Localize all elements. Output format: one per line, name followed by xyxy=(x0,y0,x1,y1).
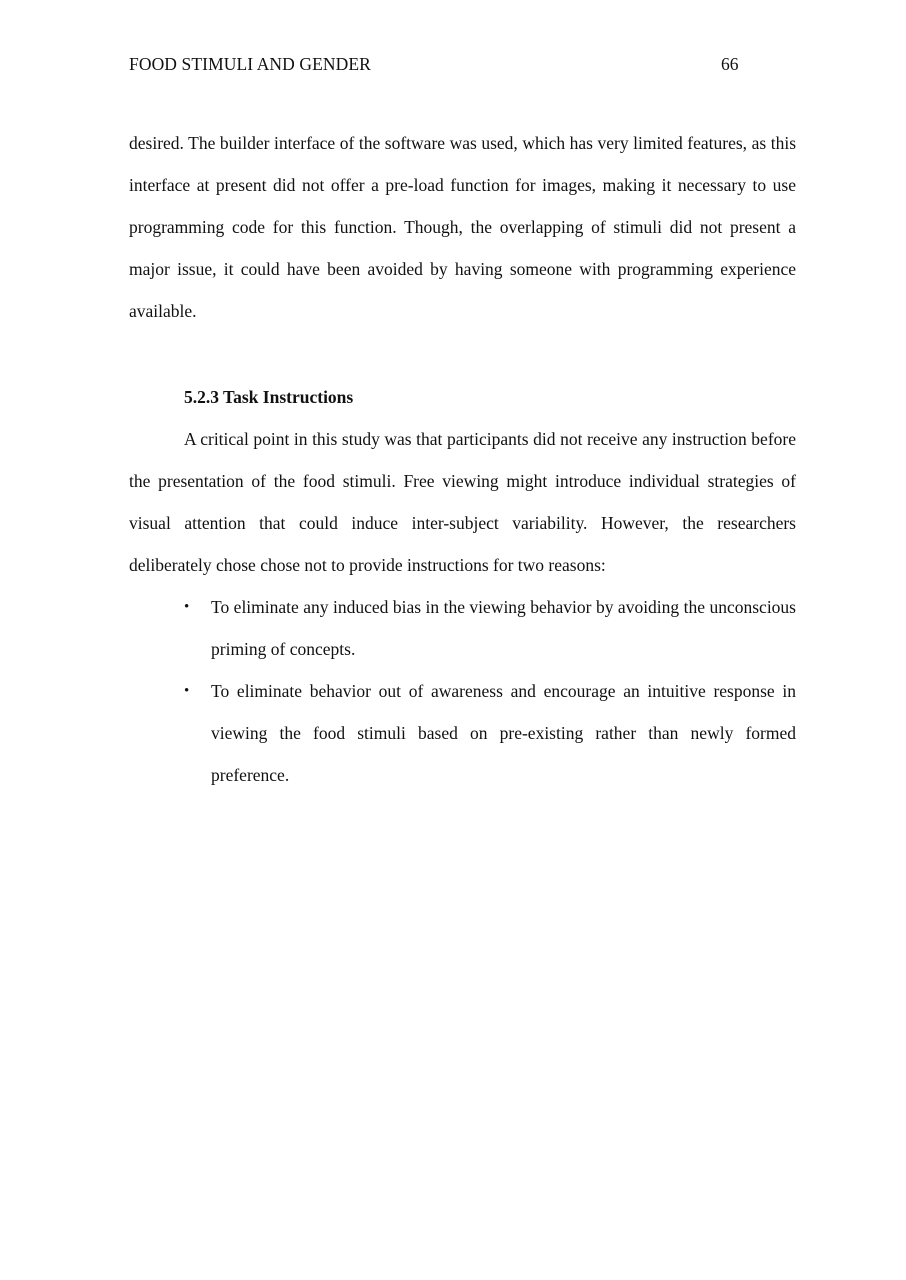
list-item-text: To eliminate behavior out of awareness and encourage an intuitive response in viewing the food stimuli based on pre-existing rather than newly formed preference. xyxy=(211,681,796,785)
page-body xyxy=(129,122,796,796)
list-item-text: To eliminate any induced bias in the viewing behavior by avoiding the unconscious priming of concepts. xyxy=(211,597,796,659)
section-heading: 5.2.3 Task Instructions xyxy=(184,387,354,407)
page-number: 66 xyxy=(721,54,739,74)
list-item xyxy=(129,586,796,670)
continued-paragraph: desired. The builder interface of the software was used, which has very limited features, as this interface at present did not offer a pre-load function for images, making it necessary to use programming code for this function. Though, the overlapping of stimuli did not present a major issue, it could have been avoided by having someone with programming experience available. xyxy=(129,133,796,321)
bullet-icon: • xyxy=(184,683,190,699)
reasons-list xyxy=(129,586,796,796)
running-head: FOOD STIMULI AND GENDER xyxy=(129,54,371,74)
bullet-icon: • xyxy=(184,599,190,615)
task-instructions-paragraph: A critical point in this study was that participants did not receive any instruction before the presentation of the food stimuli. Free viewing might introduce individual strategies of visual attention that could induce inter-subject variability. However, the researchers deliberately chose chose not to provide instructions for two reasons: xyxy=(129,429,796,575)
list-item xyxy=(129,670,796,796)
